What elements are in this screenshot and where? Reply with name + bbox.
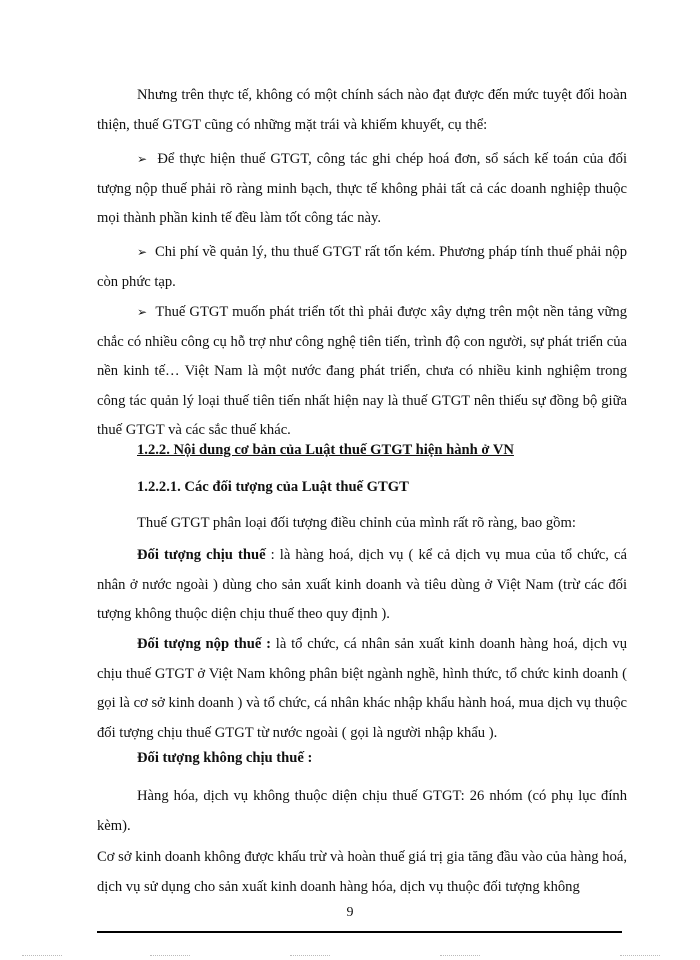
taxpayers-label: Đối tượng nộp thuế : bbox=[137, 636, 272, 652]
footer-rule bbox=[97, 931, 622, 933]
bullet-invoicing: ➢ Để thực hiện thuế GTGT, công tác ghi chép hoá đơn, sổ sách kế toán của đối tượng nộp thuế phải rõ ràng minh bạch, thực tế không phải tất cả các doanh nghiệp thuộc mọi thành phần kinh tế đều làm tốt công tác này. bbox=[97, 145, 627, 234]
taxable-objects-label: Đối tượng chịu thuế bbox=[137, 547, 266, 563]
page-edge-dots bbox=[290, 955, 330, 956]
bullet-foundation: ➢ Thuế GTGT muốn phát triển tốt thì phải được xây dựng trên một nền tảng vững chắc có nhiều công cụ hỗ trợ như công nghệ tiên tiến, trình độ con người, sự phát triển của nền kinh tế… Việt Nam là một nước đang phát triển, chưa có nhiều kinh nghiệm trong công tác quản lý loại thuế tiên tiến nhất hiện nay là thuế GTGT nên thiếu sự đồng bộ giữa thuế GTGT và các sắc thuế khác. bbox=[97, 298, 627, 446]
page-edge-dots-left bbox=[22, 955, 62, 956]
section-heading-1-2-2: 1.2.2. Nội dung cơ bản của Luật thuế GTGT hiện hành ở VN bbox=[137, 442, 514, 458]
page-number: 9 bbox=[346, 905, 354, 920]
page-edge-dots bbox=[150, 955, 190, 956]
paragraph-no-deduction: Cơ sở kinh doanh không được khấu trừ và hoàn thuế giá trị gia tăng đầu vào của hàng hoá, dịch vụ sử dụng cho sản xuất kinh doanh hàng hóa, dịch vụ thuộc đối tượng không bbox=[97, 849, 627, 895]
page-edge-dots-right bbox=[620, 955, 660, 956]
bullet-cost: ➢ Chi phí về quản lý, thu thuế GTGT rất tốn kém. Phương pháp tính thuế phải nộp còn phức tạp. bbox=[97, 238, 627, 297]
paragraph-taxable-objects: Đối tượng chịu thuế : là hàng hoá, dịch vụ ( kể cả dịch vụ mua của tổ chức, cá nhân ở nước ngoài ) dùng cho sản xuất kinh doanh và tiêu dùng ở Việt Nam (trừ các đối tượng không thuộc diện chịu thuế theo quy định ). bbox=[97, 547, 627, 622]
paragraph-taxpayers: Đối tượng nộp thuế : là tổ chức, cá nhân sản xuất kinh doanh hàng hoá, dịch vụ chịu thuế GTGT ở Việt Nam không phân biệt ngành nghề, hình thức, tổ chức kinh doanh ( gọi là cơ sở kinh doanh ) và tổ chức, cá nhân khác nhập khẩu hành hoá, mua dịch vụ thuộc đối tượng chịu thuế GTGT từ nước ngoài ( gọi là người nhập khẩu ). bbox=[97, 636, 627, 741]
non-taxable-heading: Đối tượng không chịu thuế : bbox=[137, 750, 313, 766]
page-edge-dots bbox=[440, 955, 480, 956]
section-heading-1-2-2-1: 1.2.2.1. Các đối tượng của Luật thuế GTGT bbox=[137, 479, 409, 495]
paragraph-intro-limitations: Nhưng trên thực tế, không có một chính sách nào đạt được đến mức tuyệt đối hoàn thiện, thuế GTGT cũng có những mặt trái và khiếm khuyết, cụ thể: bbox=[97, 87, 627, 133]
paragraph-classification: Thuế GTGT phân loại đối tượng điều chỉnh của mình rất rõ ràng, bao gồm: bbox=[137, 515, 576, 531]
paragraph-non-taxable: Hàng hóa, dịch vụ không thuộc diện chịu thuế GTGT: 26 nhóm (có phụ lục đính kèm). bbox=[97, 788, 627, 834]
